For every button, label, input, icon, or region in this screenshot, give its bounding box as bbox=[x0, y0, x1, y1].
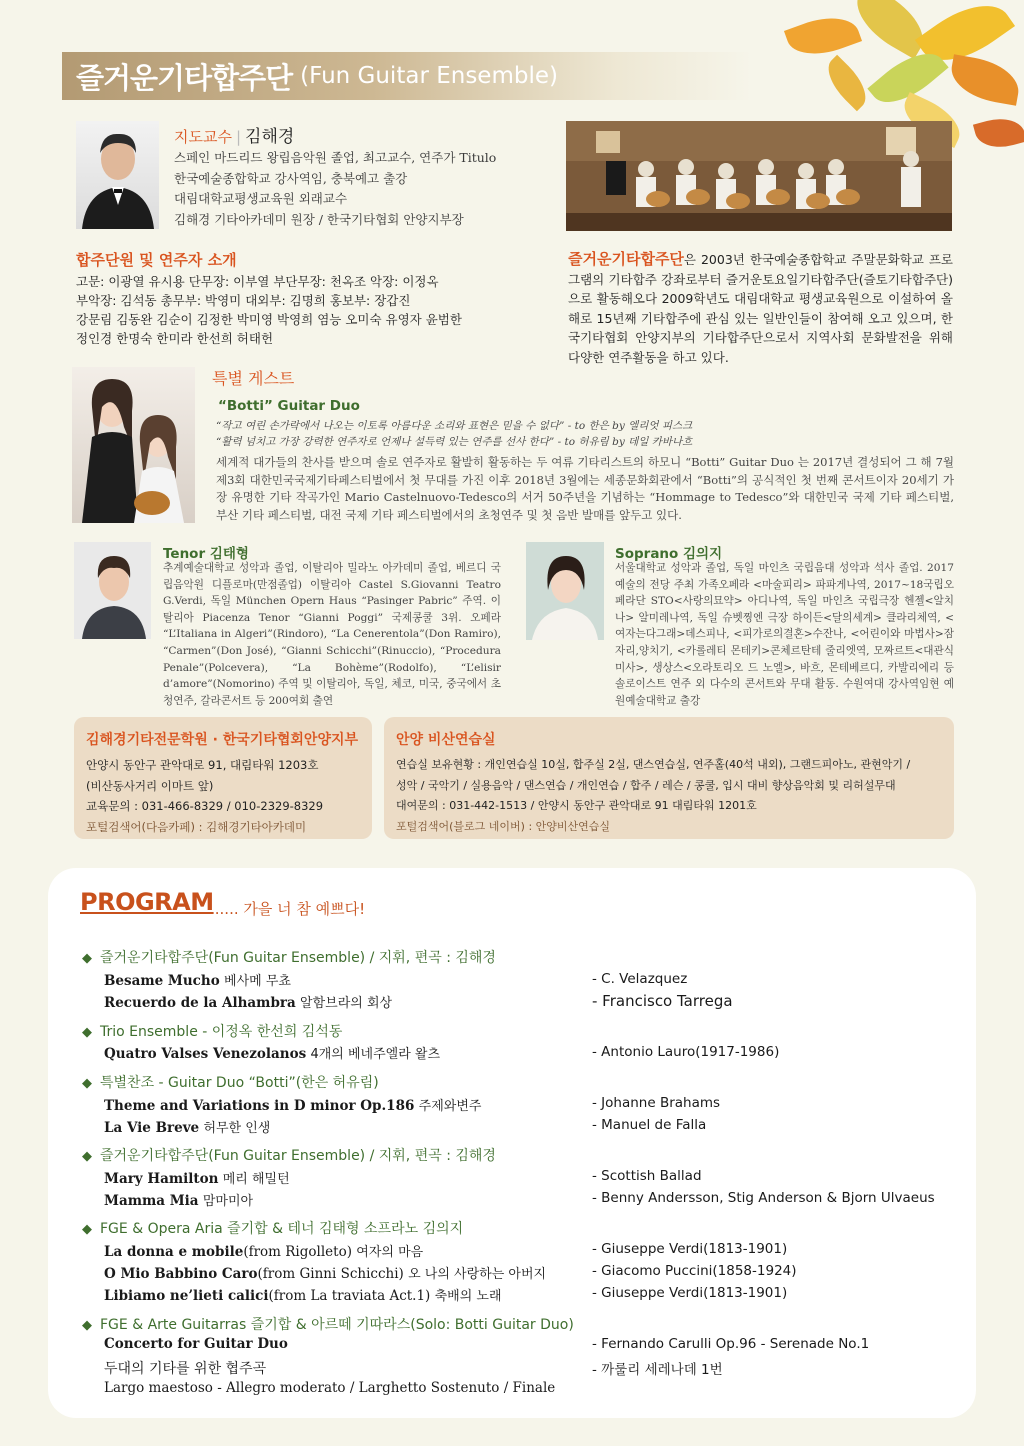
intro-text: 은 2003년 한국예술종합학교 주말문화학교 프로그램의 기타합주 강좌로부터 즐거운토요일기타합주단(즐토기타합주단)으로 활동해오다 2009학년도 대림대학교 평생교육원으로 이설하여 올 해로 15년째 기타합주에 관심 있는 일반인들이 참여해 오고 있으며, 한국기타협회 안양지부의 기타합주단으로서 지역사회 문화발전을 위해 다양한 연주활동을 하고 있다. bbox=[568, 252, 953, 365]
piece-korean-title: 허무한 인생 bbox=[203, 1121, 271, 1136]
piece-composer: - Scottish Ballad bbox=[592, 1168, 702, 1184]
intro-highlight: 즐거운기타합주단 bbox=[568, 250, 684, 268]
studio-line: 대여문의 : 031-442-1513 / 안양시 동안구 관악대로 91 대림타워 1201호 bbox=[396, 799, 757, 812]
program-piece bbox=[104, 1190, 253, 1209]
program-piece bbox=[104, 1095, 481, 1114]
piece-title: Besame Mucho bbox=[104, 973, 220, 989]
guest-duo-photo bbox=[72, 367, 195, 523]
piece-title: La donna e mobile bbox=[104, 1244, 244, 1260]
diamond-bullet-icon: ◆ bbox=[82, 1025, 92, 1040]
soprano-photo bbox=[526, 542, 604, 640]
piece-source: (from Rigolleto) bbox=[243, 1244, 352, 1260]
program-piece bbox=[104, 1263, 546, 1282]
studio-title: 안양 비산연습실 bbox=[396, 732, 496, 748]
piece-title: Mary Hamilton bbox=[104, 1171, 219, 1187]
page-title-english: (Fun Guitar Ensemble) bbox=[300, 63, 558, 89]
title-band bbox=[62, 52, 752, 100]
director-name: 김해경 bbox=[245, 127, 295, 147]
piece-korean-title: 메리 해밀턴 bbox=[222, 1172, 290, 1187]
guest-duo-description: 세계적 대가들의 찬사를 받으며 솔로 연주자로 활발히 활동하는 두 여류 기타리스트의 하모니 “Botti” Guitar Duo 는 2017년 결성되어 그 해 7월 제3회 대한민국국제기타페스티벌에서 첫 무대를 가진 이후 2018년 3월에는 세종문화회관에서 “Botti”의 공식적인 첫 번째 콘서트이자 20세기 가장 유명한 기타 작곡가인 Mario Castelnuovo-Tedesco의 서거 50주년을 기념하는 “Hommage to Tedesco”와 대한민국 국제 기타 페스티벌, 부산 기타 페스티벌, 대전 국제 기타 페스티벌에서의 초청연주 및 첫 음반 발매를 앞두고 있다. bbox=[216, 455, 954, 522]
piece-korean-title: 축배의 노래 bbox=[434, 1289, 502, 1304]
piece-korean-title: 알함브라의 회상 bbox=[300, 996, 393, 1011]
studio-line: 성악 / 국악기 / 실용음악 / 댄스연습 / 개인연습 / 합주 / 레슨 / 콩쿨, 입시 대비 향상음악회 및 리허설무대 bbox=[396, 778, 896, 792]
piece-composer: - Fernando Carulli Op.96 - Serenade No.1 bbox=[592, 1336, 870, 1352]
director-photo bbox=[76, 121, 159, 229]
tenor-heading: Tenor 김태형 bbox=[163, 546, 249, 562]
program-piece bbox=[104, 1336, 288, 1352]
program-piece bbox=[104, 970, 291, 989]
diamond-bullet-icon: ◆ bbox=[82, 951, 92, 966]
page-title: 즐거운기타합주단 bbox=[76, 60, 293, 95]
piece-title: Concerto for Guitar Duo bbox=[104, 1336, 288, 1352]
piece-korean-title: 오 나의 사랑하는 아버지 bbox=[408, 1267, 547, 1282]
piece-title: Mamma Mia bbox=[104, 1193, 199, 1209]
members-line: 고문: 이광열 유시용 단무장: 이부열 부단무장: 천옥조 악장: 이정옥 bbox=[76, 274, 439, 289]
piece-title: Libiamo ne’lieti calici bbox=[104, 1288, 269, 1304]
soprano-heading: Soprano 김의지 bbox=[615, 546, 723, 562]
diamond-bullet-icon: ◆ bbox=[82, 1076, 92, 1091]
piece-composer: - Benny Andersson, Stig Anderson & Bjorn Ulvaeus bbox=[592, 1190, 935, 1206]
section-title: 즐거운기타합주단(Fun Guitar Ensemble) / 지휘, 편곡 : 김해경 bbox=[100, 950, 496, 966]
piece-title: Recuerdo de la Alhambra bbox=[104, 995, 296, 1011]
guest-quote: “작고 여린 손가락에서 나오는 이토록 아름다운 소리와 표현은 믿을 수 없다” - to 한은 by 엘리엇 피스크 bbox=[216, 420, 693, 432]
piece-korean-title: 여자의 마음 bbox=[356, 1245, 424, 1260]
piece-korean-title: 주제와변주 bbox=[418, 1099, 482, 1114]
piece-source: (from La traviata Act.1) bbox=[268, 1288, 431, 1304]
piece-title: O Mio Babbino Caro bbox=[104, 1266, 258, 1282]
studio-info-box bbox=[384, 717, 954, 839]
piece-composer: - Giuseppe Verdi(1813-1901) bbox=[592, 1285, 788, 1301]
program-piece bbox=[104, 1168, 290, 1187]
members-list bbox=[76, 272, 462, 348]
director-bio bbox=[174, 148, 496, 230]
piece-composer: - Johanne Brahams bbox=[592, 1095, 721, 1111]
tenor-photo bbox=[74, 542, 151, 639]
piece-title: Quatro Valses Venezolanos bbox=[104, 1046, 307, 1062]
program-piece bbox=[104, 1043, 440, 1062]
piece-korean-title: 두대의 기타를 위한 협주곡 bbox=[104, 1361, 267, 1377]
program-section-heading bbox=[82, 947, 496, 967]
ensemble-introduction bbox=[568, 250, 953, 367]
piece-title: Theme and Variations in D minor Op.186 bbox=[104, 1098, 415, 1114]
program-section-heading bbox=[82, 1145, 496, 1165]
program-piece bbox=[104, 1117, 270, 1136]
piece-composer: - Francisco Tarrega bbox=[592, 992, 733, 1010]
director-bio-line: 스페인 마드리드 왕립음악원 졸업, 최고교수, 연주가 Titulo bbox=[174, 150, 497, 165]
director-role: 지도교수 bbox=[174, 128, 232, 146]
soprano-description: 서울대학교 성악과 졸업, 독일 마인츠 국립음대 성악과 석사 졸업. 2017 예술의 전당 주최 가족오페라 <마술피리> 파파게나역, 2017~18국립오페라단 STO<사랑의묘약> 아디나역, 독일 마인츠 국립극장 헨젤<알치나> 알미레나역, 독일 슈벳찡엔 극장 하이든<달의세계> 클라리체역, <여자는다그래>데스피나, <피가로의결혼>수잔나, <어린이와 마법사>잠자리,양치기, <카롤레티 몬테키>콘체르탄테 줄리엣역, 모짜르트<대관식 미사>, 생상스<오라토리오 드 노엘>, 바흐, 몬테베르디, 카발리에리 등 솔로이스트 연주 외 다수의 콘서트와 무대 활동. 수원여대 강사역임현 예원예술대학교 출강 bbox=[615, 562, 954, 707]
director-heading bbox=[174, 122, 294, 147]
guest-duo-name: “Botti” Guitar Duo bbox=[218, 398, 360, 414]
guest-quote: “활력 넘치고 가장 강력한 연주자로 언제나 설득력 있는 연주를 선사 한다” - to 허유림 by 데일 카바나흐 bbox=[216, 436, 693, 448]
piece-composer: - Giacomo Puccini(1858-1924) bbox=[592, 1263, 797, 1279]
divider: | bbox=[235, 128, 242, 146]
studio-search-keyword: 포털검색어(블로그 네이버) : 안양비산연습실 bbox=[396, 819, 611, 833]
program-piece bbox=[104, 1358, 266, 1378]
academy-line: 안양시 동안구 관악대로 91, 대림타워 1203호 bbox=[86, 758, 319, 772]
program-section-heading bbox=[82, 1314, 574, 1334]
piece-korean-title: 4개의 베네주엘라 왈츠 bbox=[310, 1047, 441, 1062]
director-bio-line: 한국예술종합학교 강사역임, 충북예고 출강 bbox=[174, 170, 408, 186]
program-title: PROGRAM bbox=[80, 888, 214, 916]
piece-composer: - Giuseppe Verdi(1813-1901) bbox=[592, 1241, 788, 1257]
members-line: 부악장: 김석동 총무부: 박영미 대외부: 김명희 홍보부: 장갑진 bbox=[76, 293, 411, 308]
academy-line: (비산동사거리 이마트 앞) bbox=[86, 778, 214, 793]
guest-heading: 특별 게스트 bbox=[212, 369, 295, 388]
members-heading: 합주단원 및 연주자 소개 bbox=[76, 251, 237, 269]
members-line: 정인경 한명숙 한미라 한선희 허태헌 bbox=[76, 331, 274, 346]
piece-korean-title: 맘마미아 bbox=[202, 1194, 254, 1209]
members-line: 강문림 김동완 김순이 김정한 박미영 박영희 염능 오미숙 유영자 윤범한 bbox=[76, 312, 462, 327]
program-piece bbox=[104, 992, 392, 1011]
academy-search-keyword: 포털검색어(다음카페) : 김해경기타아카데미 bbox=[86, 819, 307, 834]
piece-composer: - Manuel de Falla bbox=[592, 1117, 707, 1133]
piece-korean-title: 베사메 무쵸 bbox=[224, 974, 291, 989]
section-title: 특별찬조 - Guitar Duo “Botti”(한은 허유림) bbox=[100, 1075, 379, 1091]
piece-composer: - Antonio Lauro(1917-1986) bbox=[592, 1044, 780, 1060]
academy-info-box bbox=[74, 717, 372, 839]
program-movements: Largo maestoso - Allegro moderato / Larghetto Sostenuto / Finale bbox=[104, 1380, 556, 1396]
ensemble-photo bbox=[566, 121, 952, 231]
academy-title: 김해경기타전문학원 · 한국기타협회안양지부 bbox=[86, 732, 359, 748]
diamond-bullet-icon: ◆ bbox=[82, 1318, 92, 1333]
program-piece bbox=[104, 1285, 502, 1304]
diamond-bullet-icon: ◆ bbox=[82, 1222, 92, 1237]
piece-composer: - C. Velazquez bbox=[592, 971, 688, 987]
piece-source: (from Ginni Schicchi) bbox=[257, 1266, 404, 1282]
piece-title: La Vie Breve bbox=[104, 1120, 200, 1136]
section-title: Trio Ensemble - 이정옥 한선희 김석동 bbox=[100, 1024, 343, 1040]
program-section-heading bbox=[82, 1218, 463, 1238]
tenor-description: 추계예술대학교 성악과 졸업, 이탈리아 밀라노 아카데미 졸업, 베르디 국립음악원 디플로마(만점졸업) 이탈리아 Castel S.Giovanni Teatro G.Verdi, 독일 München Opern Haus “Pasinger Pabric” 주역. 이탈리아 Piacenza Tenor “Gianni Poggi” 국제콩쿨 3위. 오페라 “L’Italiana in Algeri”(Rindoro), “La Cenerentola”(Don Ramiro), “Carmen”(Don José), “Gianni Schicchi”(Rinuccio), “Procedura Penale”(Polcevera), “La Bohème”(Rodolfo), “L’elisir d’amore”(Nomorino) 주역 및 이탈리아, 독일, 체코, 미국, 중국에서 초청연주, 갈라콘서트 등 200여회 출연 bbox=[163, 562, 501, 707]
studio-line: 연습실 보유현황 : 개인연습실 10실, 합주실 2실, 댄스연습실, 연주홀(40석 내외), 그랜드피아노, 관현악기 / bbox=[396, 758, 911, 771]
director-bio-line: 김해경 기타아카데미 원장 / 한국기타협회 안양지부장 bbox=[174, 211, 464, 227]
program-piece bbox=[104, 1241, 423, 1260]
director-bio-line: 대림대학교평생교육원 외래교수 bbox=[174, 191, 348, 206]
section-title: FGE & Opera Aria 즐기합 & 테너 김태형 소프라노 김의지 bbox=[100, 1221, 464, 1237]
diamond-bullet-icon: ◆ bbox=[82, 1149, 92, 1164]
academy-line: 교육문의 : 031-466-8329 / 010-2329-8329 bbox=[86, 799, 324, 813]
section-title: FGE & Arte Guitarras 즐기합 & 아르떼 기따라스(Solo: Botti Guitar Duo) bbox=[100, 1317, 574, 1333]
section-title: 즐거운기타합주단(Fun Guitar Ensemble) / 지휘, 편곡 : 김해경 bbox=[100, 1148, 496, 1164]
program-section-heading bbox=[82, 1072, 379, 1092]
program-subtitle: ...... 가을 너 참 예쁘다! bbox=[210, 900, 366, 918]
program-section-heading bbox=[82, 1021, 342, 1041]
piece-composer: - 까룰리 세레나데 1번 bbox=[592, 1362, 723, 1378]
